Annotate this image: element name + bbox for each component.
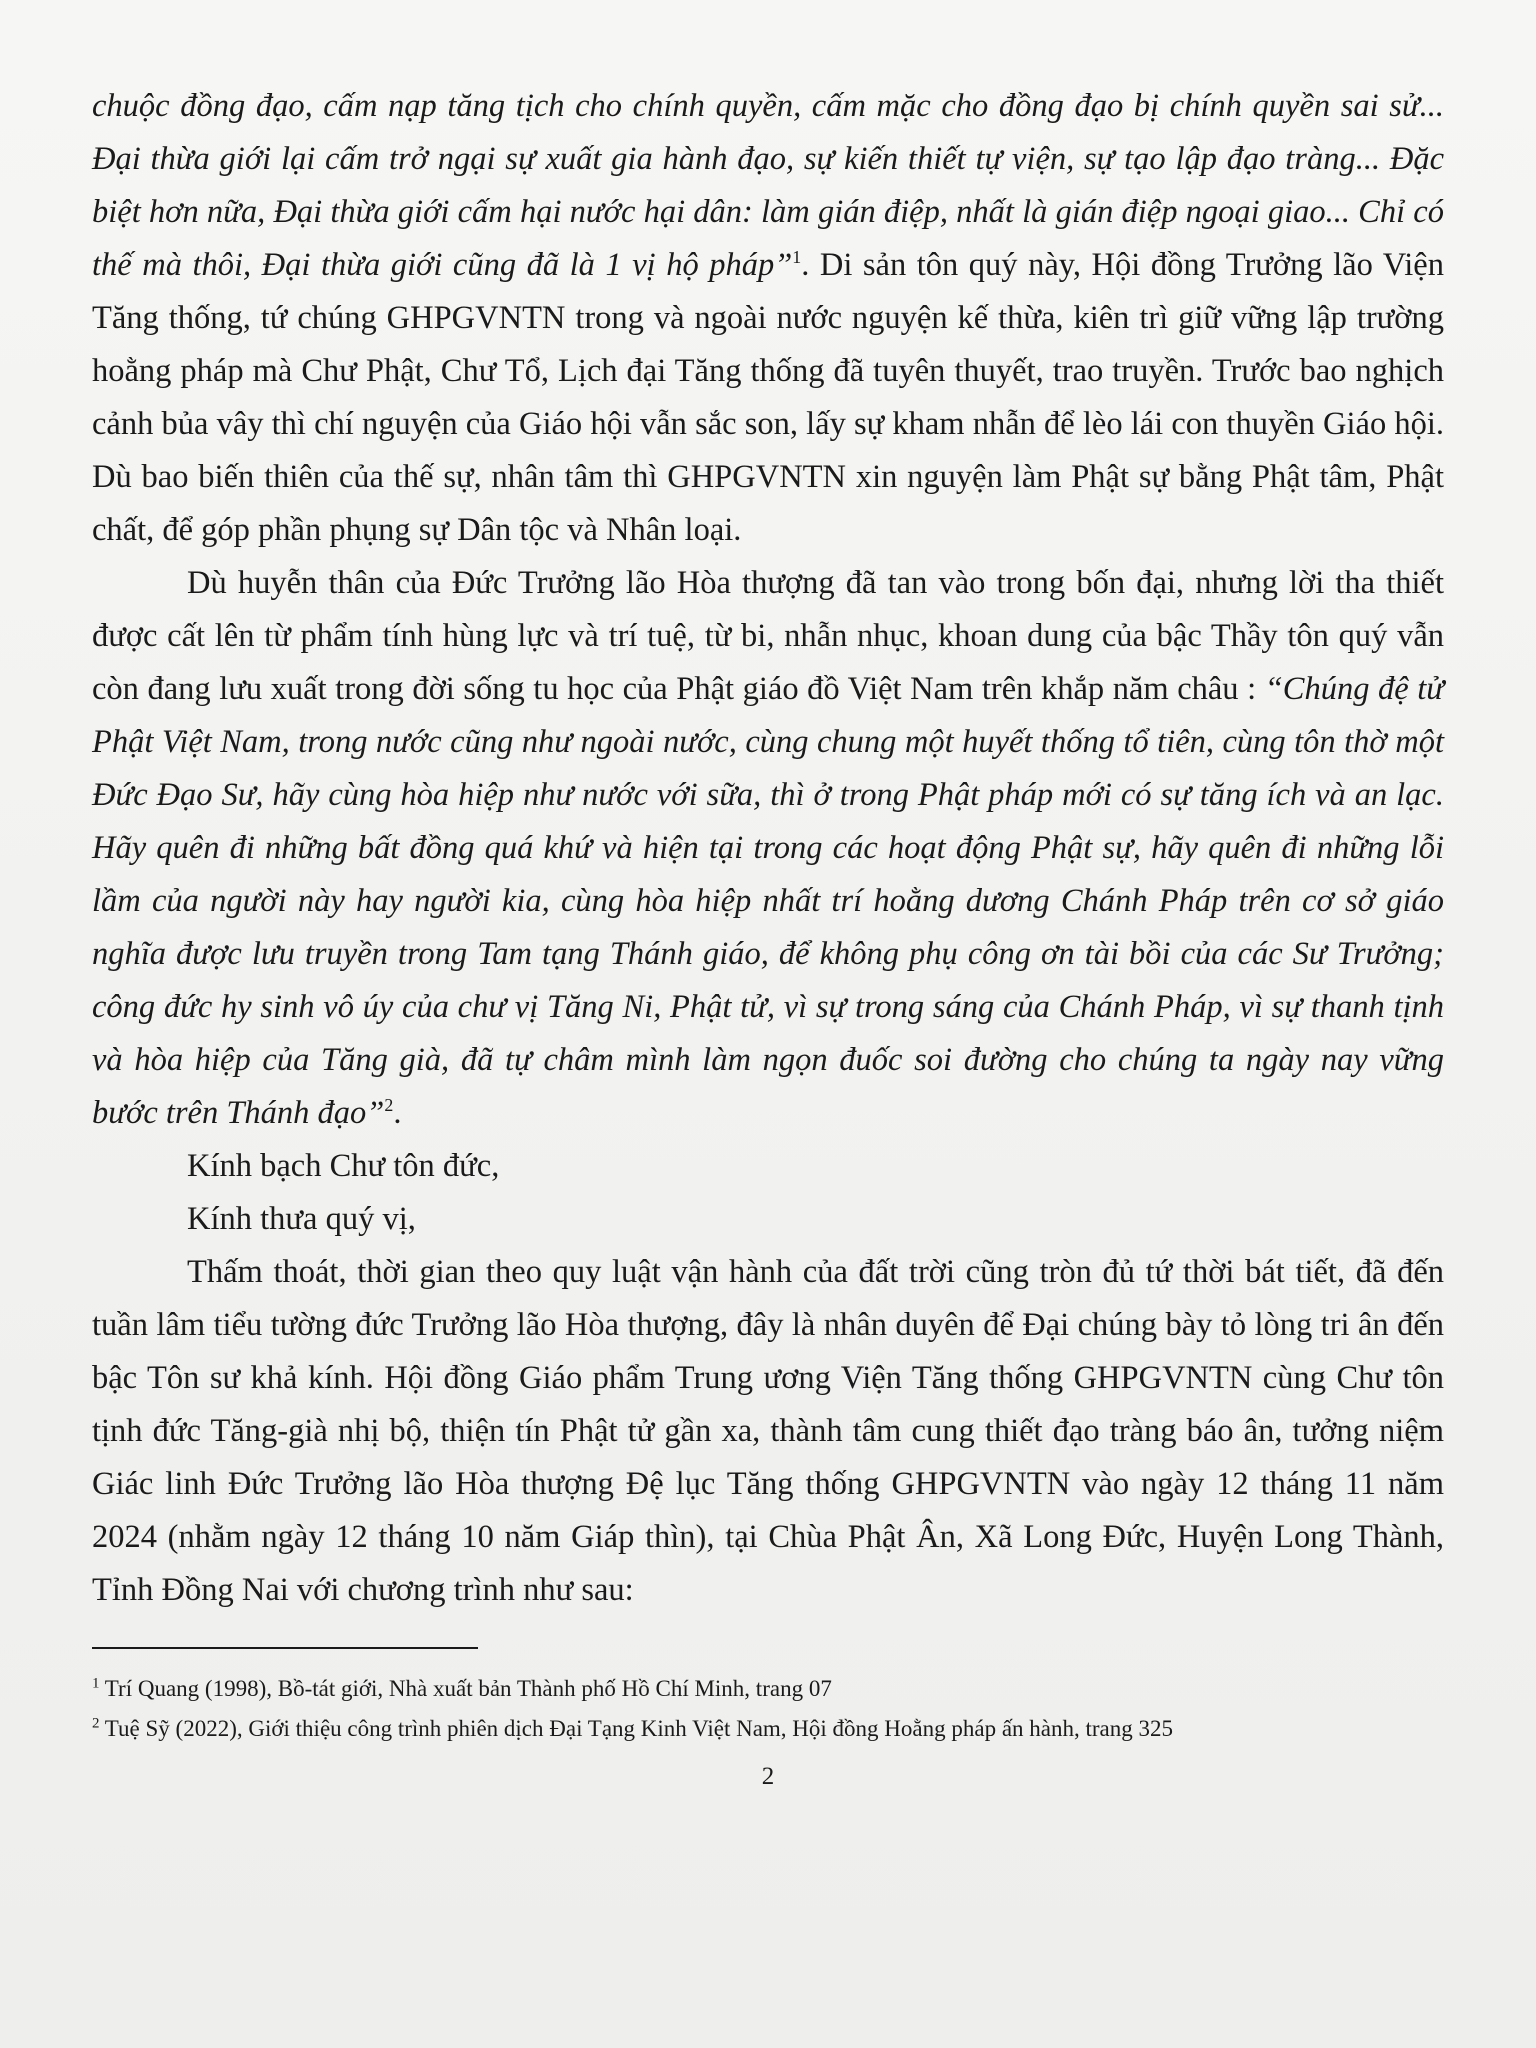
quote-patriarch: “Chúng đệ tử Phật Việt Nam, trong nước cũng như ngoài nước, cùng chung một huyết thống tổ tiên, cùng tôn thờ một Đức Đạo Sư, hãy cùng hòa hiệp như nước với sữa, thì ở trong Phật pháp mới có sự tăng ích và an lạc. Hãy quên đi những bất đồng quá khứ và hiện tại trong các hoạt động Phật sự, hãy quên đi những lỗi lầm của người này hay người kia, cùng hòa hiệp nhất trí hoằng dương Chánh Pháp trên cơ sở giáo nghĩa được lưu truyền trong Tam tạng Thánh giáo, để không phụ công ơn tài bồi của các Sư Trưởng; công đức hy sinh vô úy của chư vị Tăng Ni, Phật tử, vì sự trong sáng của Chánh Pháp, vì sự thanh tịnh và hòa hiệp của Tăng già, đã tự châm mình làm ngọn đuốc soi đường cho chúng ta ngày nay vững bước trên Thánh đạo” bbox=[92, 671, 1444, 1131]
footnote-2-mark: 2 bbox=[92, 1715, 100, 1732]
footnote-2-text: Tuệ Sỹ (2022), Giới thiệu công trình phiên dịch Đại Tạng Kinh Việt Nam, Hội đồng Hoằng pháp ấn hành, trang 325 bbox=[99, 1716, 1174, 1741]
footnote-ref-2: 2 bbox=[384, 1095, 394, 1116]
quote-bodhisattva-precepts: chuộc đồng đạo, cấm nạp tăng tịch cho chính quyền, cấm mặc cho đồng đạo bị chính quyền sai sử... Đại thừa giới lại cấm trở ngại sự xuất gia hành đạo, sự kiến thiết tự viện, sự tạo lập đạo tràng... Đặc biệt hơn nữa, Đại thừa giới cấm hại nước hại dân: làm gián điệp, nhất là gián điệp ngoại giao... Chỉ có thế mà thôi, Đại thừa giới cũng đã là 1 vị hộ pháp” bbox=[92, 88, 1444, 283]
footnote-divider bbox=[92, 1647, 478, 1649]
footnotes bbox=[92, 1669, 1444, 1749]
footnote-ref-1: 1 bbox=[792, 247, 802, 268]
salutation-guests: Kính thưa quý vị, bbox=[187, 1201, 416, 1237]
paragraph-2-end: . bbox=[393, 1095, 402, 1131]
paragraph-1 bbox=[92, 80, 1444, 557]
footnote-1-text: Trí Quang (1998), Bồ-tát giới, Nhà xuất bản Thành phố Hồ Chí Minh, trang 07 bbox=[99, 1676, 832, 1701]
footnote-2 bbox=[92, 1709, 1444, 1749]
paragraph-1-text: . Di sản tôn quý này, Hội đồng Trưởng lão Viện Tăng thống, tứ chúng GHPGVNTN trong và ngoài nước nguyện kế thừa, kiên trì giữ vững lập trường hoằng pháp mà Chư Phật, Chư Tổ, Lịch đại Tăng thống đã tuyên thuyết, trao truyền. Trước bao nghịch cảnh bủa vây thì chí nguyện của Giáo hội vẫn sắc son, lấy sự kham nhẫn để lèo lái con thuyền Giáo hội. Dù bao biến thiên của thế sự, nhân tâm thì GHPGVNTN xin nguyện làm Phật sự bằng Phật tâm, Phật chất, để góp phần phụng sự Dân tộc và Nhân loại. bbox=[92, 247, 1444, 548]
paragraph-2 bbox=[92, 557, 1444, 1140]
paragraph-2-intro: Dù huyễn thân của Đức Trưởng lão Hòa thượng đã tan vào trong bốn đại, nhưng lời tha thiết được cất lên từ phẩm tính hùng lực và trí tuệ, từ bi, nhẫn nhục, khoan dung của bậc Thầy tôn quý vẫn còn đang lưu xuất trong đời sống tu học của Phật giáo đồ Việt Nam trên khắp năm châu : bbox=[92, 565, 1444, 707]
body-text bbox=[92, 80, 1444, 1617]
page-number: 2 bbox=[761, 1763, 775, 1790]
footnote-1-mark: 1 bbox=[92, 1675, 100, 1692]
footnote-1 bbox=[92, 1669, 1444, 1709]
paragraph-3: Thấm thoát, thời gian theo quy luật vận hành của đất trời cũng tròn đủ tứ thời bát tiết, đã đến tuần lâm tiểu tường đức Trưởng lão Hòa thượng, đây là nhân duyên để Đại chúng bày tỏ lòng tri ân đến bậc Tôn sư khả kính. Hội đồng Giáo phẩm Trung ương Viện Tăng thống GHPGVNTN cùng Chư tôn tịnh đức Tăng-già nhị bộ, thiện tín Phật tử gần xa, thành tâm cung thiết đạo tràng báo ân, tưởng niệm Giác linh Đức Trưởng lão Hòa thượng Đệ lục Tăng thống GHPGVNTN vào ngày 12 tháng 11 năm 2024 (nhằm ngày 12 tháng 10 năm Giáp thìn), tại Chùa Phật Ân, Xã Long Đức, Huyện Long Thành, Tỉnh Đồng Nai với chương trình như sau: bbox=[92, 1254, 1444, 1608]
salutation-venerables: Kính bạch Chư tôn đức, bbox=[187, 1148, 500, 1184]
